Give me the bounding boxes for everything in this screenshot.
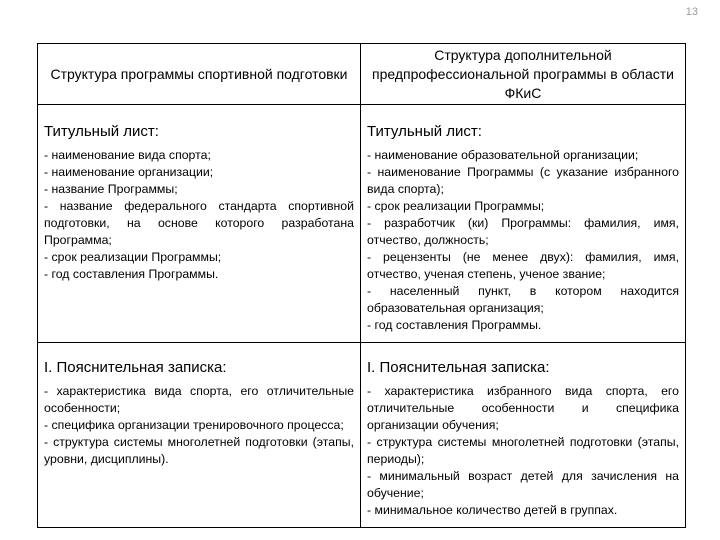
list-item: - наименование образовательной организации; — [367, 148, 639, 162]
page-number: 13 — [685, 6, 698, 18]
section-title: I. Пояснительная записка: — [367, 359, 550, 376]
section-title: I. Пояснительная записка: — [44, 359, 227, 376]
list-item: - наименование организации; — [44, 165, 214, 179]
list-item: - минимальное количество детей в группах. — [367, 503, 618, 517]
list-item: - год составления Программы. — [367, 318, 542, 332]
list-item: - срок реализации Программы; — [44, 250, 222, 264]
list-item: - год составления Программы. — [44, 267, 219, 281]
list-item: - название Программы; — [44, 182, 178, 196]
explanatory-note-right-cell — [361, 343, 686, 528]
table-row-title-page — [38, 105, 686, 343]
list-item: - срок реализации Программы; — [367, 199, 545, 213]
list-item: - название федерального стандарта спортивной подготовки, на основе которого разработана Программа; — [44, 199, 354, 247]
list-item: - специфика организации тренировочного процесса; — [44, 418, 344, 432]
table-row-explanatory-note — [38, 343, 686, 528]
list-item: - характеристика вида спорта, его отличительные особенности; — [44, 384, 354, 415]
explanatory-note-left-cell — [38, 343, 361, 528]
section-title: Титульный лист: — [367, 123, 482, 140]
list-item: - структура системы многолетней подготовки (этапы, периоды); — [367, 435, 679, 466]
list-item: - структура системы многолетней подготовки (этапы, уровни, дисциплины). — [44, 435, 354, 466]
header-cell-left — [38, 44, 361, 105]
header-right-text: Структура дополнительной предпрофессиональной программы в области ФКиС — [371, 46, 674, 101]
comparison-table — [37, 43, 686, 528]
title-page-right-cell — [361, 105, 686, 343]
list-item: - разработчик (ки) Программы: фамилия, имя, отчество, должность; — [367, 216, 679, 247]
section-title: Титульный лист: — [44, 123, 159, 140]
header-left-text: Структура программы спортивной подготовки — [50, 65, 348, 82]
list-item: - характеристика избранного вида спорта, его отличительные особенности и специфика организации обучения; — [367, 384, 679, 432]
list-item: - минимальный возраст детей для зачисления на обучение; — [367, 469, 679, 500]
header-cell-right — [361, 44, 686, 105]
list-item: - наименование вида спорта; — [44, 148, 211, 162]
list-item: - рецензенты (не менее двух): фамилия, имя, отчество, ученая степень, ученое звание; — [367, 250, 679, 281]
list-item: - наименование Программы (с указание избранного вида спорта); — [367, 165, 679, 196]
title-page-left-cell — [38, 105, 361, 343]
list-item: - населенный пункт, в котором находится образовательная организация; — [367, 284, 679, 315]
table-header-row — [38, 44, 686, 105]
